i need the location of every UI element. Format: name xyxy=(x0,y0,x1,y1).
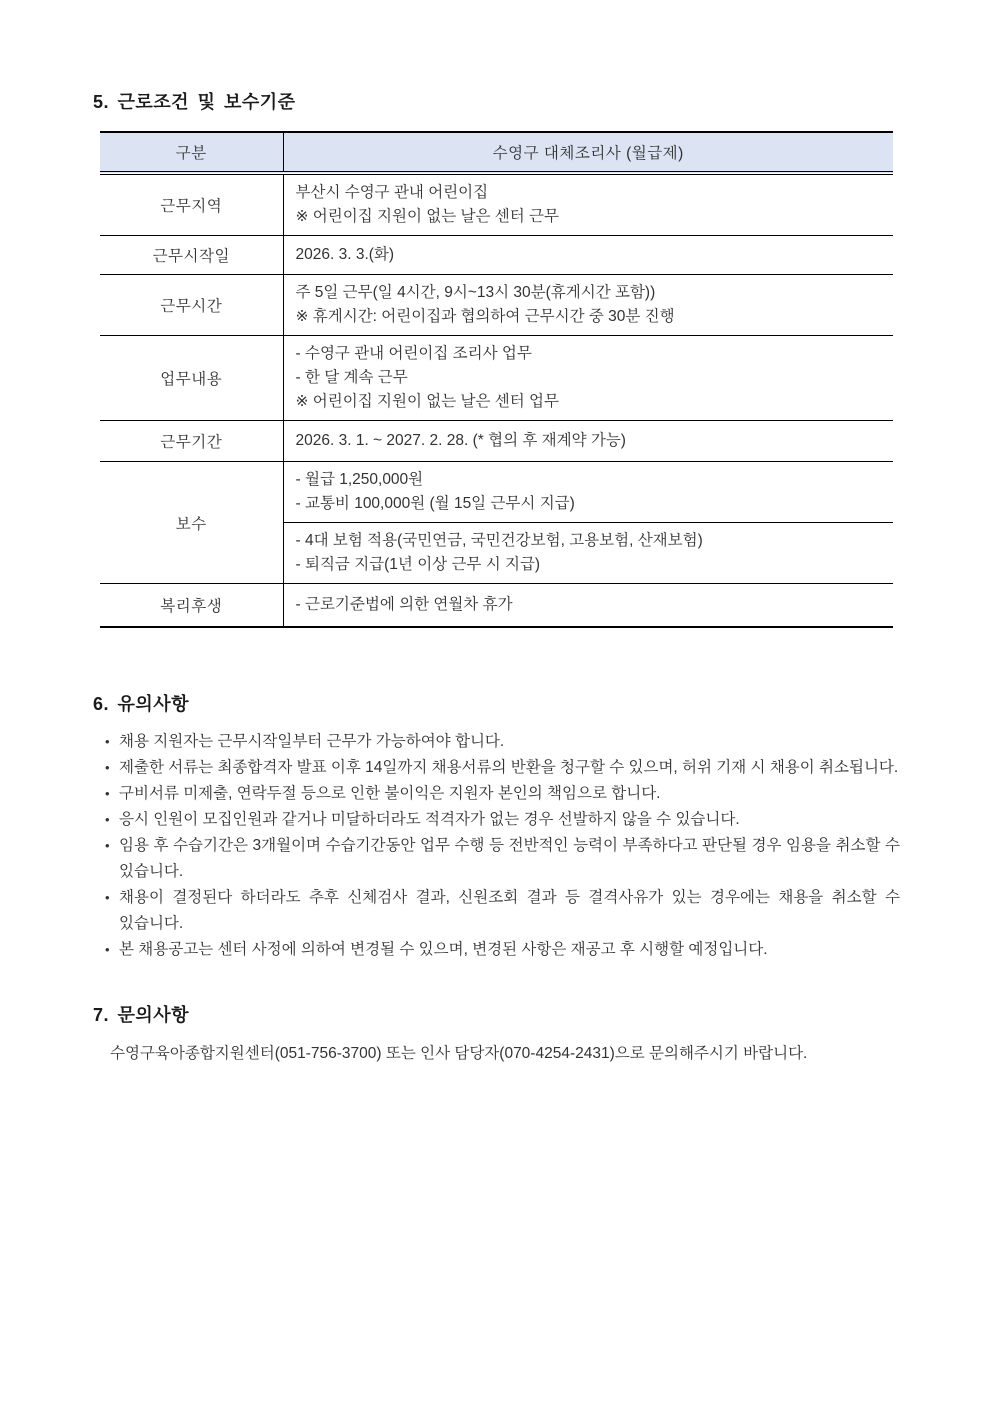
value-line: - 교통비 100,000원 (월 15일 근무시 지급) xyxy=(295,495,575,512)
value-line: ※ 어린이집 지원이 없는 날은 센터 근무 xyxy=(295,208,559,225)
table-row-welfare xyxy=(100,584,893,627)
value-line: 주 5일 근무(일 4시간, 9시~13시 30분(휴게시간 포함)) xyxy=(295,284,656,301)
bullet-icon: • xyxy=(105,837,110,853)
notice-text: 채용 지원자는 근무시작일부터 근무가 가능하여야 합니다. xyxy=(119,732,505,750)
notice-text: 채용이 결정된다 하더라도 추후 신체검사 결과, 신원조회 결과 등 결격사유가 있는 경우에는 채용을 취소할 수 있습니다. xyxy=(119,888,900,932)
bullet-icon: • xyxy=(105,941,110,957)
row-value xyxy=(283,173,893,236)
section-contact xyxy=(93,1001,900,1067)
value-line: - 한 달 계속 근무 xyxy=(295,369,408,386)
list-item xyxy=(105,755,900,781)
row-value xyxy=(283,584,893,627)
table-row-pay xyxy=(100,462,893,523)
row-label: 근무시작일 xyxy=(100,236,283,275)
row-value-pay-amounts xyxy=(283,462,893,523)
notice-text: 제출한 서류는 최종합격자 발표 이후 14일까지 채용서류의 반환을 청구할 수 있으며, 허위 기재 시 채용이 취소됩니다. xyxy=(119,758,899,776)
conditions-table xyxy=(100,131,893,628)
list-item xyxy=(105,807,900,833)
value-line: 2026. 3. 1. ~ 2027. 2. 28. (* 협의 후 재계약 가능) xyxy=(295,432,626,449)
row-label: 업무내용 xyxy=(100,336,283,421)
bullet-icon: • xyxy=(105,733,110,749)
header-cell-category: 구분 xyxy=(100,132,283,173)
conditions-table-wrap xyxy=(100,131,900,628)
row-value-pay-insurance xyxy=(283,523,893,584)
row-value xyxy=(283,421,893,462)
table-header-row xyxy=(100,132,893,173)
row-label: 보수 xyxy=(100,462,283,584)
header-cell-position: 수영구 대체조리사 (월급제) xyxy=(283,132,893,173)
bullet-icon: • xyxy=(105,811,110,827)
list-item xyxy=(105,937,900,963)
bullet-icon: • xyxy=(105,785,110,801)
section5-title: 5. 근로조건 및 보수기준 xyxy=(93,92,296,112)
contact-info: 수영구육아종합지원센터(051-756-3700) 또는 인사 담당자(070-4254-2431)으로 문의해주시기 바랍니다. xyxy=(110,1044,808,1062)
row-label: 복리후생 xyxy=(100,584,283,627)
value-line: 부산시 수영구 관내 어린이집 xyxy=(295,184,489,201)
row-label: 근무기간 xyxy=(100,421,283,462)
value-line: - 수영구 관내 어린이집 조리사 업무 xyxy=(295,345,532,362)
bullet-icon: • xyxy=(105,759,110,775)
row-label: 근무시간 xyxy=(100,275,283,336)
row-value xyxy=(283,236,893,275)
section6-title: 6. 유의사항 xyxy=(93,693,190,714)
list-item xyxy=(105,729,900,755)
notice-text: 구비서류 미제출, 연락두절 등으로 인한 불이익은 지원자 본인의 책임으로 합니다. xyxy=(119,784,661,802)
table-row-start-date xyxy=(100,236,893,275)
value-line: 2026. 3. 3.(화) xyxy=(295,246,395,263)
value-line: - 퇴직금 지급(1년 이상 근무 시 지급) xyxy=(295,556,541,573)
value-line: - 월급 1,250,000원 xyxy=(295,471,424,488)
section-working-conditions xyxy=(93,88,900,628)
table-row-period xyxy=(100,421,893,462)
value-line: ※ 어린이집 지원이 없는 날은 센터 업무 xyxy=(295,393,559,410)
notice-list xyxy=(93,729,900,963)
table-row-workplace xyxy=(100,173,893,236)
list-item xyxy=(105,781,900,807)
section7-title: 7. 문의사항 xyxy=(93,1004,190,1025)
value-line: ※ 휴게시간: 어린이집과 협의하여 근무시간 중 30분 진행 xyxy=(295,308,675,325)
list-item xyxy=(105,885,900,937)
row-label: 근무지역 xyxy=(100,173,283,236)
row-value xyxy=(283,336,893,421)
bullet-icon: • xyxy=(105,889,110,905)
table-row-duties xyxy=(100,336,893,421)
list-item xyxy=(105,833,900,885)
table-row-hours xyxy=(100,275,893,336)
value-line: - 근로기준법에 의한 연월차 휴가 xyxy=(295,595,513,613)
notice-text: 임용 후 수습기간은 3개월이며 수습기간동안 업무 수행 등 전반적인 능력이 부족하다고 판단될 경우 임용을 취소할 수 있습니다. xyxy=(119,836,900,880)
notice-text: 본 채용공고는 센터 사정에 의하여 변경될 수 있으며, 변경된 사항은 재공고 후 시행할 예정입니다. xyxy=(119,940,768,958)
row-value xyxy=(283,275,893,336)
notice-text: 응시 인원이 모집인원과 같거나 미달하더라도 적격자가 없는 경우 선발하지 않을 수 있습니다. xyxy=(119,810,740,828)
section-notices xyxy=(93,690,900,963)
value-line: - 4대 보험 적용(국민연금, 국민건강보험, 고용보험, 산재보험) xyxy=(295,532,703,549)
